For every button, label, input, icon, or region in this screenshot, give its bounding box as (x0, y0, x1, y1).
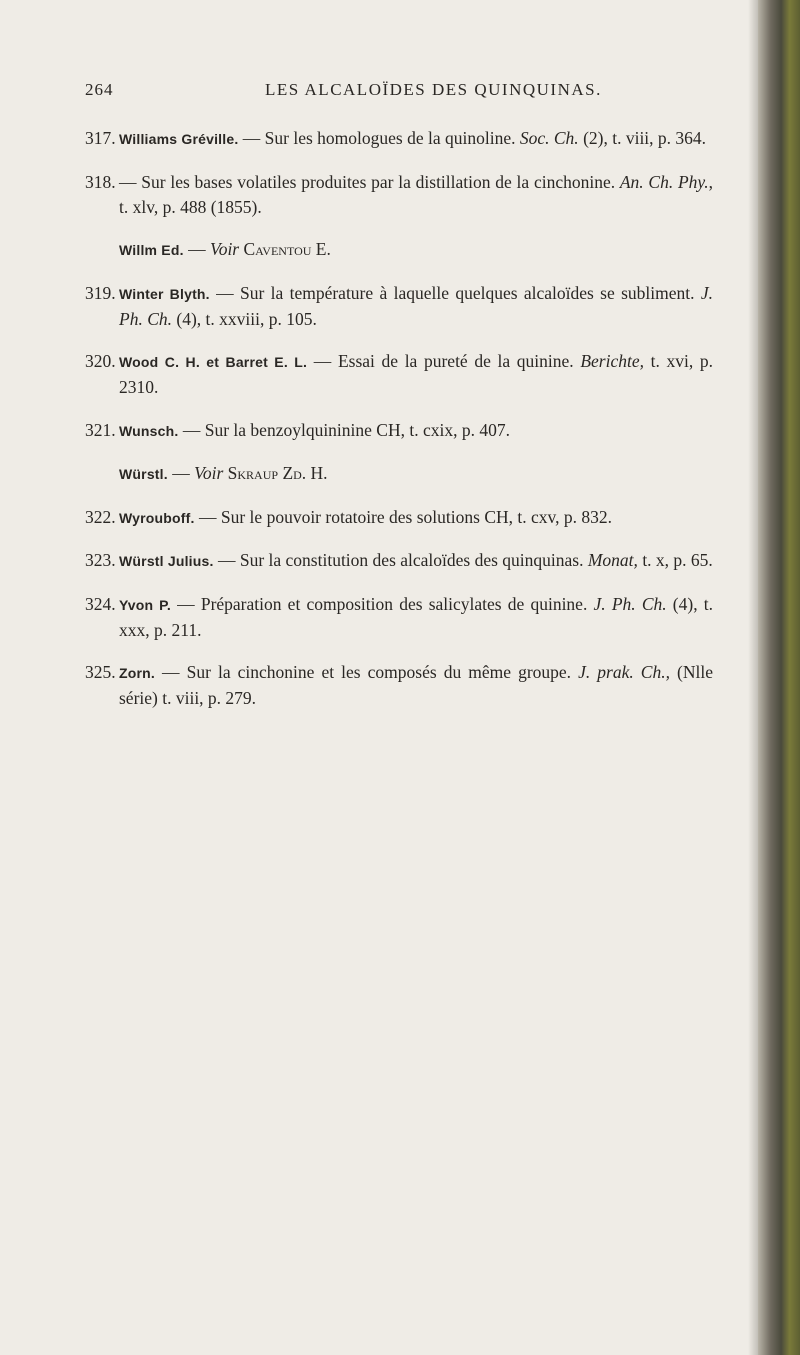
list-item: 323. Würstl Julius. — Sur la constitution des alcaloïdes des quinquinas. Monat, t. x, p. 65. (85, 550, 713, 570)
list-item: 319. Winter Blyth. — Sur la température à laquelle quelques alcaloïdes se subliment. J. Ph. Ch. (4), t. xxviii, p. 105. (85, 282, 713, 329)
entry-journal: Monat, (587, 550, 638, 570)
list-item: Willm Ed. — Voir Caventou E. (119, 239, 331, 259)
list-item: 321. Wunsch. — Sur la benzoylquininine CH, t. cxix, p. 407. (85, 419, 510, 440)
entry-journal: Soc. Ch. (519, 128, 579, 148)
entry-journal: An. Ch. Phy. (619, 171, 709, 192)
list-item: Würstl. — Voir Skraup Zd. H. (119, 463, 328, 483)
entry-author: Wyrouboff. (119, 509, 195, 526)
entry-author: Wunsch. (119, 422, 179, 439)
bibliography-list (85, 126, 713, 714)
page-header (85, 80, 705, 106)
list-item: 320. Wood C. H. et Barret E. L. — Essai de la pureté de la quinine. Berichte, t. xvi, p. 2310. (85, 351, 714, 397)
entry-author: Williams Gréville. (119, 131, 239, 147)
entry-author: Winter Blyth. (119, 285, 210, 302)
list-item: 317. Williams Gréville. — Sur les homologues de la quinoline. Soc. Ch. (2), t. viii, p. 364. (85, 128, 707, 148)
entry-author: Zorn. (119, 665, 155, 681)
running-title: LES ALCALOÏDES DES QUINQUINAS. (265, 80, 602, 99)
entry-journal: J. prak. Ch., (578, 662, 670, 682)
page-number: 264 (85, 80, 114, 99)
entry-author: Würstl. (119, 466, 168, 482)
entry-author: Yvon P. (119, 596, 171, 613)
book-edge (758, 0, 800, 1355)
entry-author: Würstl Julius. (119, 553, 214, 569)
entry-author: Willm Ed. (119, 242, 184, 258)
list-item: 325. Zorn. — Sur la cinchonine et les composés du même groupe. J. prak. Ch., (Nlle série) t. viii, p. 279. (85, 662, 713, 708)
entry-journal: Berichte, (580, 351, 644, 371)
entry-author: Wood C. H. et Barret E. L. (119, 354, 308, 370)
list-item: 318. — Sur les bases volatiles produites par la distillation de la cinchonine. An. Ch. Phy., t. xlv, p. 488 (1855). (85, 171, 713, 217)
list-item: 324. Yvon P. — Préparation et composition des salicylates de quinine. J. Ph. Ch. (4), t. xxx, p. 211. (85, 593, 713, 640)
list-item: 322. Wyrouboff. — Sur le pouvoir rotatoire des solutions CH, t. cxv, p. 832. (85, 506, 613, 527)
entry-journal: J. Ph. Ch. (593, 593, 667, 614)
entry-journal: J. Ph. Ch. (119, 282, 713, 329)
